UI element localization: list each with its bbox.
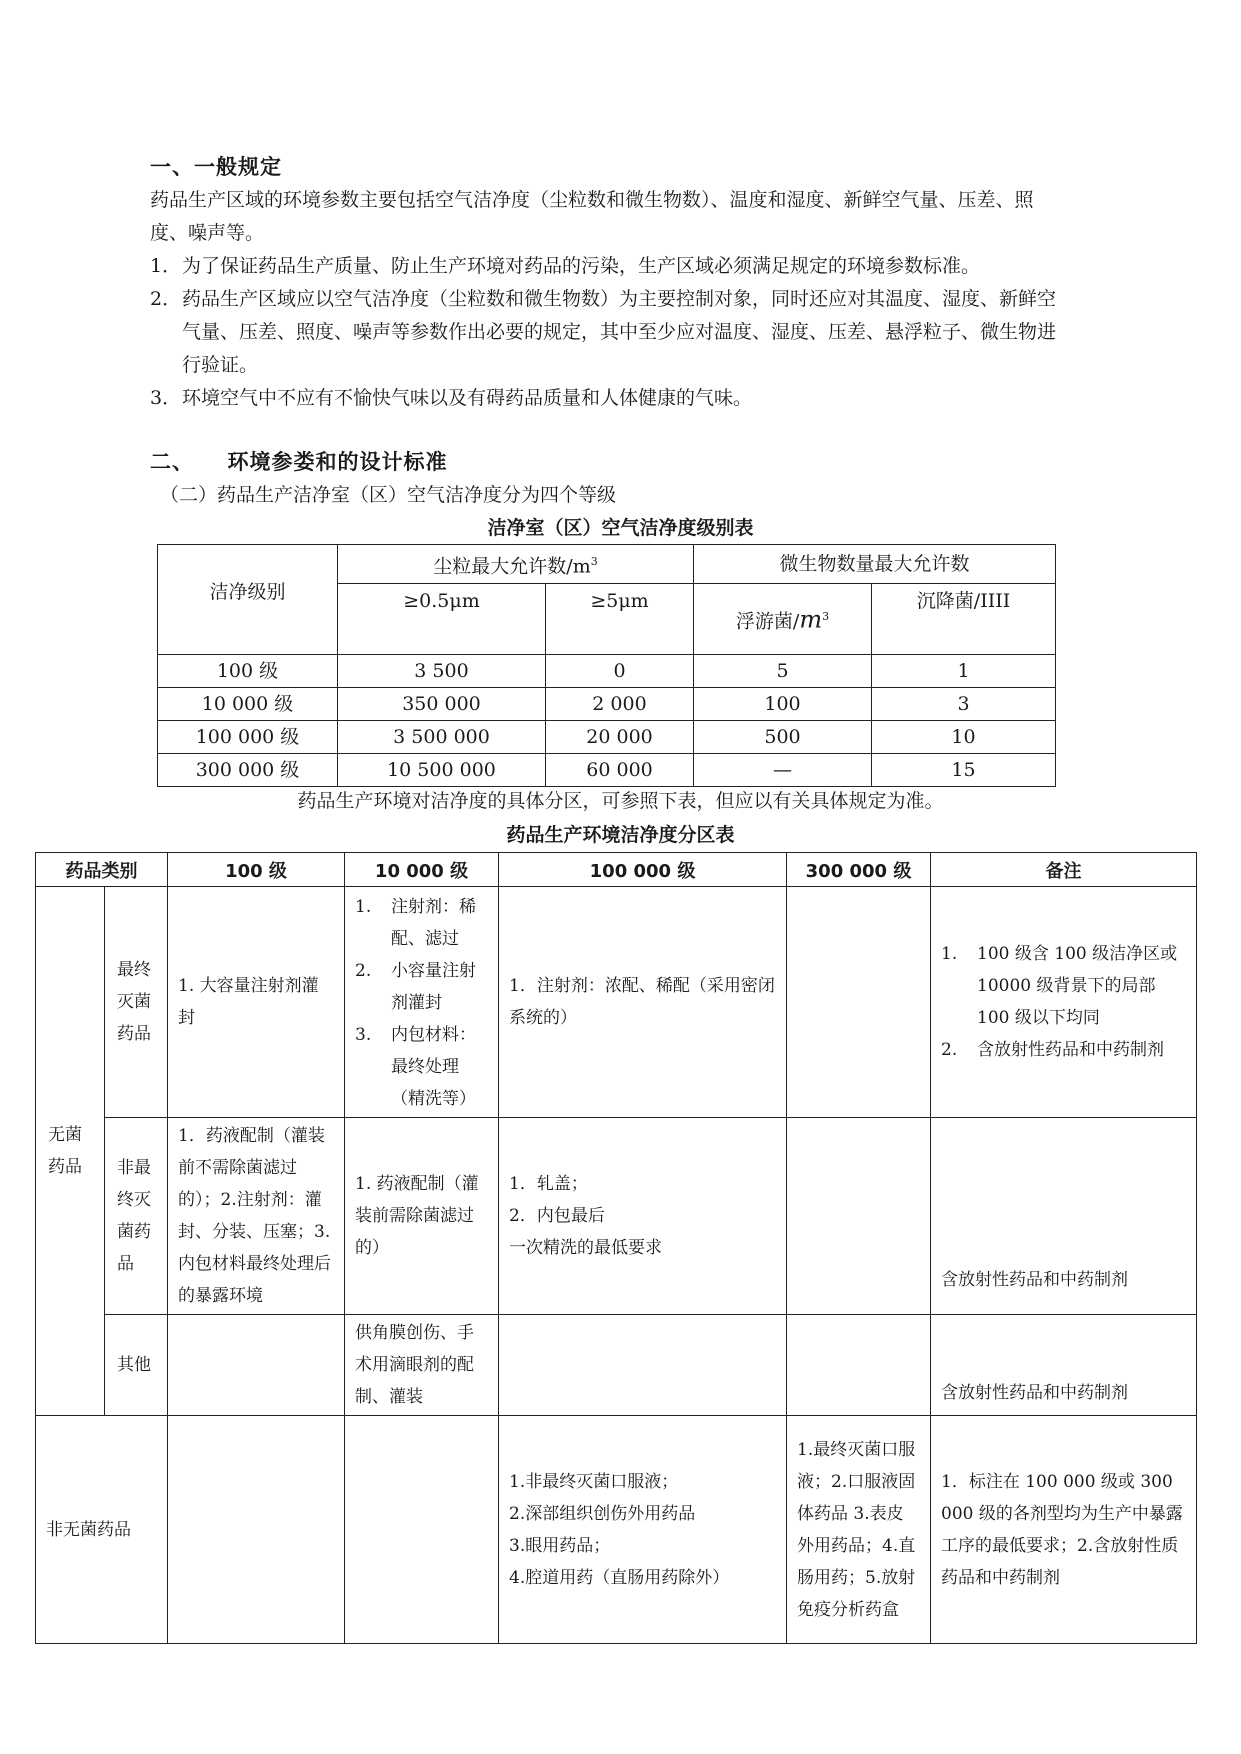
- list-item: 3. 内包材料：最终处理（精洗等）: [355, 1025, 476, 1109]
- table-row: 10 000 级 350 000 2 000 100 3: [158, 688, 1056, 721]
- section1-heading: 一、一般规定: [150, 155, 282, 179]
- header-level: 洁净级别: [158, 545, 338, 655]
- section1-intro: 药品生产区域的环境参数主要包括空气洁净度（尘粒数和微生物数）、温度和湿度、新鲜空气量、压差、照度、噪声等。: [150, 189, 1034, 244]
- section2-subheading: （二）药品生产洁净室（区）空气洁净度分为四个等级: [160, 484, 617, 506]
- table-row: 无菌药品 最终灭菌药品 1. 大容量注射剂灌封 1. 注射剂：稀配、滤过 2. 小容量注射剂灌封 3. 内包材料：最终处理（精洗等） 1．注射剂：浓配、稀配（采用密闭系统的） 1. 100 级含 100 级洁净区或 10000 级背景下的局部 100 级以下均同 2. 含放射性药品和中药制剂: [36, 887, 1197, 1118]
- cleanliness-zone-table: [35, 852, 1197, 1644]
- sterile-label: 无菌药品: [36, 887, 105, 1416]
- header-particles: 尘粒最大允许数$/m^3$: [338, 545, 694, 584]
- list-item: 1. 100 级含 100 级洁净区或 10000 级背景下的局部 100 级以下均同: [941, 944, 1178, 1028]
- terminal-label: 最终灭菌药品: [105, 887, 168, 1118]
- list-item: 3． 环境空气中不应有不愉快气味以及有碍药品质量和人体健康的气味。: [150, 387, 753, 409]
- list-item: 2. 小容量注射剂灌封: [355, 961, 476, 1013]
- list-item: 2. 含放射性药品和中药制剂: [941, 1040, 1164, 1060]
- cleanliness-grade-table: [157, 544, 1056, 787]
- table2-caption: 药品生产环境洁净度分区表: [506, 824, 735, 846]
- table-row: 非最终灭菌药品 1．药液配制（灌装前不需除菌滤过的）；2.注射剂：灌封、分装、压塞；3.内包材料最终处理后的暴露环境 1. 药液配制（灌装前需除菌滤过的） 1．轧盖； 2．内包最后 一次精洗的最低要求 含放射性药品和中药制剂: [36, 1118, 1197, 1315]
- header-05um: ≥0.5μm: [338, 584, 546, 655]
- table1-caption: 洁净室（区）空气洁净度级别表: [487, 517, 754, 539]
- list-item: 1． 为了保证药品生产质量、防止生产环境对药品的污染，生产区域必须满足规定的环境参数标准。: [150, 255, 981, 277]
- table-row: 300 000 级 10 500 000 60 000 — 15: [158, 754, 1056, 787]
- section1-body: [150, 184, 1070, 415]
- nonsterile-label: 非无菌药品: [36, 1416, 168, 1644]
- section2-heading: 二、 环境参娄和的设计标准: [150, 450, 448, 474]
- table-header-row: 药品类别 100 级 10 000 级 100 000 级 300 000 级 备注: [36, 853, 1197, 887]
- header-settling: 沉降菌/IIII: [872, 584, 1056, 655]
- table-row: 100 000 级 3 500 000 20 000 500 10: [158, 721, 1056, 754]
- nonterminal-label: 非最终灭菌药品: [105, 1118, 168, 1315]
- list-item: 1. 注射剂：稀配、滤过: [355, 897, 476, 949]
- table2-note: 药品生产环境对洁净度的具体分区，可参照下表，但应以有关具体规定为准。: [297, 790, 944, 812]
- header-5um: ≥5μm: [546, 584, 694, 655]
- table-row: 100 级 3 500 0 5 1: [158, 655, 1056, 688]
- table-row: 其他 供角膜创伤、手术用滴眼剂的配制、灌装 含放射性药品和中药制剂: [36, 1315, 1197, 1416]
- table-row: 非无菌药品 1.非最终灭菌口服液； 2.深部组织创伤外用药品 3.眼用药品； 4.腔道用药（直肠用药除外） 1.最终灭菌口服液；2.口服液固体药品 3.表皮外用药品；4.直肠用药；5.放射免疫分析药盒 1．标注在 100 000 级或 300 000 级的各剂型均为生产中暴露工序的最低要求；2.含放射性质药品和中药制剂: [36, 1416, 1197, 1644]
- header-floating: 浮游菌$/m^3$: [694, 584, 872, 655]
- list-item: 2． 药品生产区域应以空气洁净度（尘粒数和微生物数）为主要控制对象，同时还应对其温度、湿度、新鲜空气量、压差、照度、噪声等参数作出必要的规定，其中至少应对温度、湿度、压差、悬浮粒子、微生物进行验证。: [150, 288, 1057, 376]
- other-label: 其他: [105, 1315, 168, 1416]
- header-microbes: 微生物数量最大允许数: [694, 545, 1056, 584]
